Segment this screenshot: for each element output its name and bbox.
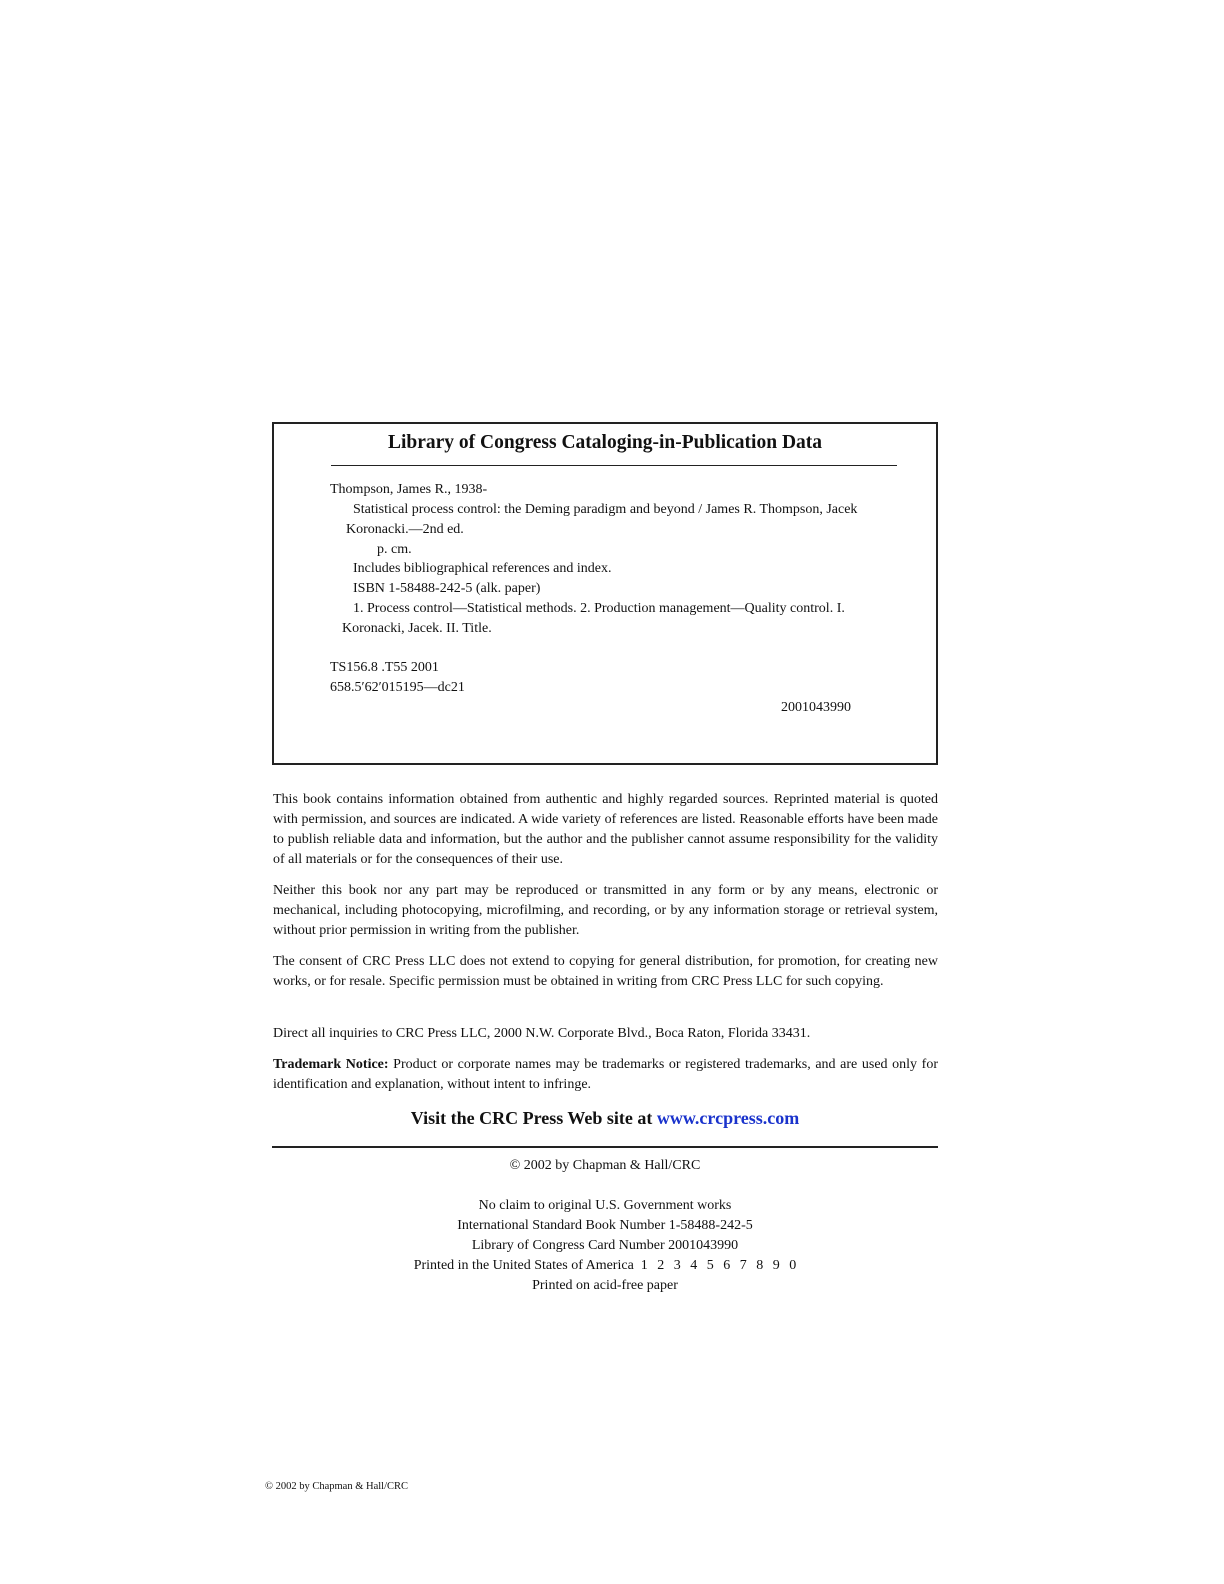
- visit-website-line: [272, 1108, 938, 1129]
- sources-paragraph: This book contains information obtained from authentic and highly regarded sources. Reprinted material is quoted with permission, and sources are indicated. A wide variety of references are listed. Reasonable efforts have been made to publish reliable data and information, but the author and the publisher cannot assume responsibility for the validity of all materials or for the consequences of their use.: [273, 792, 938, 867]
- imprint-rule: [272, 1146, 938, 1148]
- trademark-paragraph: [273, 1055, 938, 1095]
- cip-title-statement: Statistical process control: the Deming paradigm and beyond / James R. Thompson, Jacek: [353, 502, 858, 517]
- cip-lc-call-number: TS156.8 .T55 2001: [330, 660, 439, 675]
- cip-author: Thompson, James R., 1938-: [330, 482, 488, 497]
- cip-data-box: [272, 422, 938, 765]
- trademark-text: Product or corporate names may be trademarks or registered trademarks, and are used only for identification and explanation, without intent to infringe.: [273, 1057, 938, 1092]
- trademark-label: Trademark Notice:: [273, 1057, 389, 1072]
- reproduction-paragraph: Neither this book nor any part may be reproduced or transmitted in any form or by any means, electronic or mechanical, including photocopying, microfilming, and recording, or by any information storage or retrieval system, without prior permission in writing from the publisher.: [273, 883, 938, 938]
- page-footer-copyright: © 2002 by Chapman & Hall/CRC: [265, 1481, 409, 1492]
- cip-physical: p. cm.: [377, 542, 412, 557]
- acid-free-line: Printed on acid-free paper: [532, 1278, 678, 1293]
- cip-isbn: ISBN 1-58488-242-5 (alk. paper): [353, 581, 541, 596]
- imprint-copyright: © 2002 by Chapman & Hall/CRC: [509, 1158, 701, 1173]
- cip-subjects: 1. Process control—Statistical methods. 2. Production management—Quality control. I.: [353, 601, 845, 616]
- inquiries-paragraph: Direct all inquiries to CRC Press LLC, 2000 N.W. Corporate Blvd., Boca Raton, Florida 33431.: [273, 1026, 811, 1041]
- cip-title: Library of Congress Cataloging-in-Publication Data: [387, 432, 823, 453]
- isbn-line: International Standard Book Number 1-58488-242-5: [457, 1218, 753, 1233]
- government-works-line: No claim to original U.S. Government works: [478, 1198, 732, 1213]
- cip-subjects-continued: Koronacki, Jacek. II. Title.: [342, 621, 492, 636]
- cip-lccn: 2001043990: [781, 700, 851, 715]
- cip-title-continued: Koronacki.—2nd ed.: [346, 522, 464, 537]
- consent-paragraph: The consent of CRC Press LLC does not extend to copying for general distribution, for promotion, for creating new works, or for resale. Specific permission must be obtained in writing from CRC Press LLC for such copying.: [273, 954, 938, 989]
- cip-dewey-number: 658.5′62′015195—dc21: [330, 680, 465, 695]
- cip-note: Includes bibliographical references and index.: [353, 561, 612, 576]
- printing-number-line: 1 2 3 4 5 6 7 8 9 0: [640, 1258, 797, 1273]
- printed-in-text: Printed in the United States of America: [413, 1258, 634, 1273]
- cip-title-rule: [331, 465, 897, 466]
- visit-text: Visit the CRC Press Web site at: [410, 1108, 657, 1128]
- printed-in-line: [272, 1257, 938, 1275]
- lc-card-number-line: Library of Congress Card Number 2001043990: [471, 1238, 739, 1253]
- website-link[interactable]: www.crcpress.com: [656, 1108, 800, 1128]
